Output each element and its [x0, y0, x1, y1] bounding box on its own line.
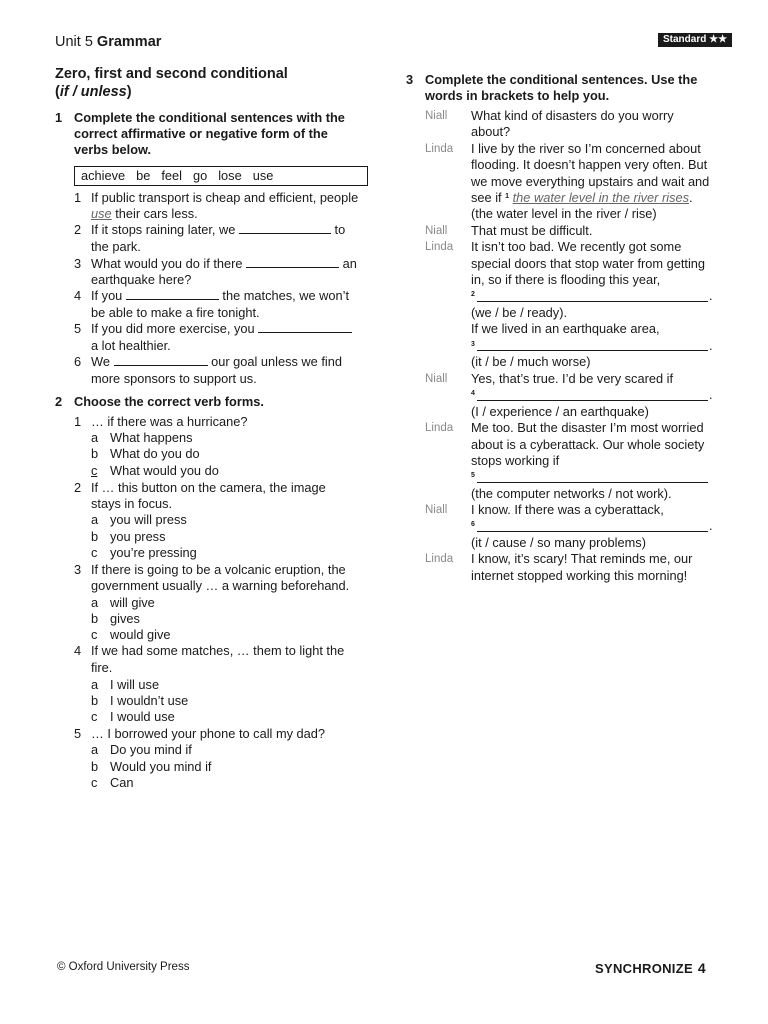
ex2-item-stem: … I borrowed your phone to call my dad?	[91, 726, 326, 741]
answer-blank[interactable]	[258, 321, 352, 333]
ex3-instruction-line-2: words in brackets to help you.	[425, 88, 610, 103]
blank-number: 6	[471, 521, 475, 528]
ex2-item-stem: government usually … a warning beforehand.	[91, 578, 350, 593]
speaker-name: Niall	[425, 373, 448, 385]
option-text[interactable]: would give	[110, 627, 171, 642]
answer-blank[interactable]	[239, 222, 331, 234]
ex1-item-number: 4	[74, 288, 82, 303]
option-text[interactable]: I wouldn’t use	[110, 693, 189, 708]
option-letter: b	[91, 446, 99, 461]
brand-name: SYNCHRONIZE	[595, 961, 693, 976]
blank-number: 1	[505, 193, 510, 200]
level-badge: Standard ★★	[658, 33, 732, 47]
option-text[interactable]: What do you do	[110, 446, 200, 461]
option-text[interactable]: I will use	[110, 677, 160, 692]
option-text[interactable]: What happens	[110, 430, 193, 445]
ex1-item-text: a lot healthier.	[91, 338, 171, 353]
ex2-item-number: 1	[74, 414, 82, 429]
answer-blank[interactable]	[246, 256, 339, 268]
dialogue-line: special doors that stop water from getting	[471, 256, 706, 271]
ex1-item-text: If public transport is cheap and efficient, people	[91, 190, 359, 205]
ex1-item-text: use their cars less.	[91, 206, 198, 221]
ex1-number: 1	[55, 110, 63, 125]
dialogue-line: Me too. But the disaster I’m most worried	[471, 420, 704, 435]
option-text: What would you do	[110, 463, 219, 478]
blank-number: 4	[471, 390, 475, 397]
ex3-number: 3	[406, 72, 414, 87]
option-text[interactable]: Do you mind if	[110, 742, 192, 757]
ex2-item-number: 4	[74, 643, 82, 658]
page-number: 4	[697, 960, 707, 976]
dialogue-line: in, so if there is flooding this year,	[471, 272, 661, 287]
ex1-instruction-line-2: correct affirmative or negative form of the	[74, 126, 328, 141]
answer-blank[interactable]	[477, 301, 708, 302]
answer-blank[interactable]	[477, 531, 708, 532]
option-letter: b	[91, 529, 99, 544]
answer-blank[interactable]	[477, 350, 708, 351]
answer-blank[interactable]	[114, 354, 208, 366]
dialogue-line: What kind of disasters do you worry	[471, 108, 674, 123]
option-letter: a	[91, 595, 99, 610]
speaker-name: Linda	[425, 143, 454, 155]
selected-option[interactable]	[91, 463, 220, 479]
line-end: .	[709, 387, 713, 402]
ex1-item-number: 1	[74, 190, 82, 205]
speaker-name: Linda	[425, 422, 454, 434]
speaker-name: Niall	[425, 110, 448, 122]
speaker-name: Niall	[425, 504, 448, 516]
ex2-item-stem: If … this button on the camera, the image	[91, 480, 326, 495]
option-text[interactable]: I would use	[110, 709, 175, 724]
dialogue-line: stops working if	[471, 453, 560, 468]
option-letter: c	[91, 627, 98, 642]
dialogue-line: I live by the river so I’m concerned about	[471, 141, 701, 156]
dialogue-line: we move everything upstairs and wait and	[471, 174, 710, 189]
option-letter: b	[91, 759, 99, 774]
ex2-item-stem: If we had some matches, … them to light the	[91, 643, 345, 658]
ex2-instruction: Choose the correct verb forms.	[74, 394, 264, 409]
dialogue-line: It isn’t too bad. We recently got some	[471, 239, 682, 254]
ex1-item-text: If you the matches, we won’t	[91, 288, 350, 303]
speaker-name: Linda	[425, 241, 454, 253]
line-end: .	[709, 338, 713, 353]
answer-blank[interactable]	[126, 288, 219, 300]
ex2-item-stem: fire.	[91, 660, 113, 675]
unit-prefix: Unit 5	[55, 34, 93, 50]
ex1-item-text: be able to make a fire tonight.	[91, 305, 260, 320]
ex2-number: 2	[55, 394, 63, 409]
option-text[interactable]: you will press	[110, 512, 187, 527]
ex1-item-text: If it stops raining later, we to	[91, 222, 346, 237]
option-text[interactable]: you press	[110, 529, 166, 544]
ex2-item-stem: stays in focus.	[91, 496, 173, 511]
answer-blank[interactable]	[477, 482, 708, 483]
ex1-instruction-line-3: verbs below.	[74, 142, 152, 157]
word: feel	[161, 168, 182, 183]
dialogue-line: flooding. It doesn’t happen very often. But	[471, 157, 708, 172]
ex2-item-number: 3	[74, 562, 82, 577]
unit-title	[55, 34, 161, 50]
hint: (it / cause / so many problems)	[471, 535, 646, 550]
ex1-item-text: more sponsors to support us.	[91, 371, 257, 386]
word: go	[192, 168, 208, 183]
option-letter: c	[91, 709, 98, 724]
dialogue-line: about?	[471, 124, 511, 139]
ex2-item-number: 2	[74, 480, 82, 495]
ex1-item-number: 5	[74, 321, 82, 336]
option-text[interactable]: will give	[110, 595, 155, 610]
brand-logo	[595, 960, 706, 976]
copyright: © Oxford University Press	[57, 961, 190, 973]
ex1-item-number: 6	[74, 354, 82, 369]
blank-number: 3	[471, 341, 475, 348]
speaker-name: Niall	[425, 225, 448, 237]
dialogue-line: see if $^1$ the water level in the river rises.	[471, 190, 693, 205]
option-text[interactable]: you’re pressing	[110, 545, 197, 560]
section-title-line2: (if / unless)	[55, 84, 132, 100]
word: achieve	[81, 168, 126, 183]
hint: (the computer networks / not work).	[471, 486, 672, 501]
speaker-name: Linda	[425, 553, 454, 565]
answer-blank[interactable]	[477, 400, 708, 401]
option-letter: c	[91, 775, 98, 790]
ex1-item-number: 3	[74, 256, 82, 271]
ex1-instruction-line-1: Complete the conditional sentences with the	[74, 110, 345, 125]
word: be	[136, 168, 151, 183]
option-letter: a	[91, 677, 99, 692]
dialogue-line: Yes, that’s true. I’d be very scared if	[471, 371, 674, 386]
line-end: .	[709, 518, 713, 533]
option-text[interactable]: Would you mind if	[110, 759, 212, 774]
hint: (I / experience / an earthquake)	[471, 404, 649, 419]
ex2-item-stem: If there is going to be a volcanic eruption, the	[91, 562, 346, 577]
hint: (the water level in the river / rise)	[471, 206, 657, 221]
dialogue-line: I know. If there was a cyberattack,	[471, 502, 664, 517]
option-text[interactable]: Can	[110, 775, 134, 790]
option-letter: b	[91, 693, 99, 708]
option-letter: c	[91, 545, 98, 560]
blank-number: 2	[471, 291, 475, 298]
ex2-item-number: 5	[74, 726, 82, 741]
section-title-line1: Zero, first and second conditional	[55, 66, 288, 82]
dialogue-line: about is a cyberattack. Our whole society	[471, 437, 705, 452]
ex1-item-text: What would you do if there an	[91, 256, 357, 271]
ex2-item-stem: … if there was a hurricane?	[91, 414, 248, 429]
option-letter: c	[91, 463, 98, 478]
section-title-italic: if / unless	[59, 84, 127, 100]
word: use	[252, 168, 274, 183]
ex3-instruction-line-1: Complete the conditional sentences. Use the	[425, 72, 698, 87]
dialogue-line: I know, it’s scary! That reminds me, our	[471, 551, 693, 566]
unit-name: Grammar	[96, 34, 162, 50]
ex1-item-number: 2	[74, 222, 82, 237]
line-end: .	[709, 288, 713, 303]
ex1-item-text: earthquake here?	[91, 272, 192, 287]
dialogue-line: That must be difficult.	[471, 223, 593, 238]
dialogue-line: internet stopped working this morning!	[471, 568, 688, 583]
option-text[interactable]: gives	[110, 611, 140, 626]
option-letter: a	[91, 742, 99, 757]
example-answer: use	[91, 206, 112, 221]
hint: (it / be / much worse)	[471, 354, 591, 369]
word-box	[74, 166, 368, 186]
ex1-item-text: We our goal unless we find	[91, 354, 342, 369]
section-title	[55, 65, 375, 101]
option-letter: a	[91, 430, 99, 445]
dialogue-line: If we lived in an earthquake area,	[471, 321, 660, 336]
option-letter: a	[91, 512, 99, 527]
example-answer: the water level in the river rises	[512, 190, 690, 205]
hint: (we / be / ready).	[471, 305, 568, 320]
blank-number: 5	[471, 472, 475, 479]
ex1-item-text: If you did more exercise, you	[91, 321, 352, 337]
word: lose	[218, 168, 242, 183]
option-letter: b	[91, 611, 99, 626]
ex1-item-text: the park.	[91, 239, 141, 254]
